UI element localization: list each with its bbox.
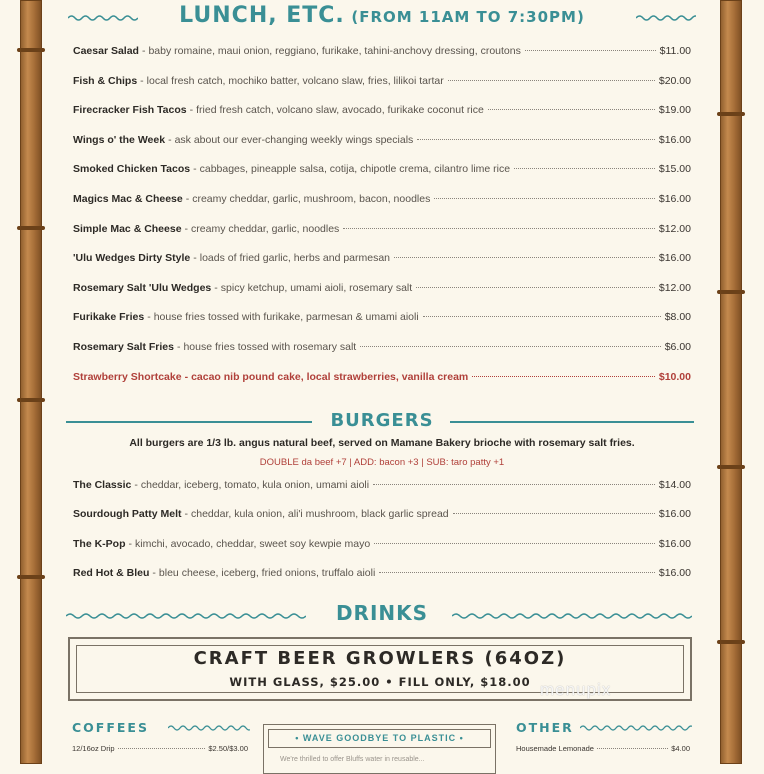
wave-ornament	[580, 724, 692, 732]
menu-item-description: fried fresh catch, volcano slaw, avocado, furikake coconut rice	[196, 104, 484, 117]
watermark: menupix	[540, 680, 612, 699]
leader-dots	[448, 80, 655, 81]
menu-item-price: $19.00	[658, 104, 691, 117]
menu-item-price: $16.00	[658, 133, 691, 146]
menu-item-price: $16.00	[658, 566, 691, 579]
other-item	[516, 744, 690, 753]
menu-item-separator: -	[193, 163, 197, 176]
menu-item-price: $12.00	[658, 222, 691, 235]
menu-item	[73, 479, 691, 495]
menu-item-price: $8.00	[664, 311, 691, 324]
right-bamboo-border	[720, 0, 742, 764]
menu-item-description: cheddar, kula onion, ali'i mushroom, black garlic spread	[191, 508, 449, 521]
burgers-addons: DOUBLE da beef +7 | ADD: bacon +3 | SUB: taro patty +1	[259, 457, 505, 468]
menu-item-price: $14.00	[658, 479, 691, 491]
menu-item-separator: -	[214, 281, 218, 294]
menu-item-name: Strawberry Shortcake	[73, 370, 182, 383]
menu-item-separator: -	[184, 508, 188, 521]
menu-item-separator: -	[185, 193, 190, 205]
menu-item	[73, 538, 691, 554]
menu-item-price: $20.00	[658, 74, 691, 87]
menu-item	[73, 567, 691, 583]
menu-item-separator: -	[193, 252, 197, 265]
menu-item	[73, 252, 691, 268]
menu-item-name: Magics Mac & Cheese	[73, 193, 183, 205]
menu-item-name: Rosemary Salt Fries	[73, 341, 174, 353]
menu-item-name: Simple Mac & Cheese	[73, 222, 182, 235]
menu-item-separator: -	[184, 222, 189, 235]
menu-item	[73, 134, 691, 150]
menu-item-separator: -	[152, 566, 156, 579]
menu-item	[73, 193, 691, 209]
menu-item-description: creamy cheddar, garlic, mushroom, bacon, noodles	[192, 193, 431, 205]
menu-item-description: house fries tossed with furikake, parmesan & umami aioli	[153, 311, 419, 324]
leader-dots	[453, 513, 655, 514]
menu-item-description: cacao nib pound cake, local strawberries, vanilla cream	[191, 370, 469, 383]
plastic-notice-text: We're thrilled to offer Bluffs water in reusable...	[280, 756, 425, 763]
burgers-title: BURGERS	[330, 410, 434, 431]
leader-dots	[373, 484, 655, 485]
leader-dots	[417, 139, 655, 140]
menu-item-name: Fish & Chips	[73, 74, 138, 87]
menu-item	[73, 163, 691, 179]
menu-item-name: Furikake Fries	[73, 311, 145, 324]
menu-item	[73, 282, 691, 298]
menu-item-name: The K-Pop	[73, 537, 126, 550]
menu-item-description: spicy ketchup, umami aioli, rosemary salt	[220, 281, 413, 294]
menu-item-description: creamy cheddar, garlic, noodles	[191, 222, 340, 235]
menu-item-description: baby romaine, maui onion, reggiano, furikake, tahini-anchovy dressing, croutons	[148, 45, 521, 57]
menu-item-description: ask about our ever-changing weekly wings specials	[174, 133, 414, 146]
menu-item-description: loads of fried garlic, herbs and parmesan	[199, 252, 391, 265]
coffee-item-name: 12/16oz Drip	[72, 744, 115, 753]
menu-item-price: $16.00	[658, 537, 691, 550]
menu-item-name: Sourdough Patty Melt	[73, 508, 182, 521]
growler-prices: WITH GLASS, $25.00 • FILL ONLY, $18.00	[229, 675, 531, 689]
leader-dots	[394, 257, 655, 258]
leader-dots	[360, 346, 661, 347]
menu-content	[60, 0, 704, 764]
menu-item-name: Smoked Chicken Tacos	[73, 163, 191, 176]
other-item-price: $4.00	[671, 744, 690, 753]
menu-item-price: $16.00	[658, 252, 691, 265]
plastic-notice-box	[263, 724, 496, 774]
leader-dots	[379, 572, 655, 573]
burgers-note: All burgers are 1/3 lb. angus natural beef, served on Mamane Bakery brioche with rosemary salt fries.	[129, 437, 635, 449]
coffee-item	[72, 744, 248, 753]
menu-item-description: cabbages, pineapple salsa, cotija, chipotle crema, cilantro lime rice	[199, 163, 511, 176]
leader-dots	[597, 748, 668, 749]
coffee-item-price: $2.50/$3.00	[208, 744, 248, 753]
menu-item-separator: -	[184, 370, 189, 383]
growler-box	[68, 637, 692, 701]
menu-item-price: $10.00	[658, 370, 691, 383]
leader-dots	[118, 748, 206, 749]
drinks-title: DRINKS	[335, 601, 429, 625]
wave-ornament	[168, 724, 250, 732]
menu-item-separator: -	[147, 311, 151, 324]
leader-dots	[472, 376, 655, 377]
leader-dots	[416, 287, 655, 288]
wave-ornament	[636, 14, 696, 22]
menu-item	[73, 371, 691, 387]
menu-item-description: local fresh catch, mochiko batter, volcano slaw, fries, lilikoi tartar	[146, 74, 444, 87]
menu-item-name: Wings o' the Week	[73, 133, 166, 146]
menu-item-separator: -	[134, 479, 138, 491]
menu-item-description: kimchi, avocado, cheddar, sweet soy kewpie mayo	[135, 537, 371, 550]
leader-dots	[525, 50, 656, 51]
leader-dots	[423, 316, 661, 317]
menu-item-separator: -	[141, 45, 146, 57]
menu-item	[73, 104, 691, 120]
menu-item-name: Firecracker Fish Tacos	[73, 104, 187, 117]
menu-item-price: $15.00	[658, 163, 691, 176]
lunch-section-title	[60, 3, 704, 28]
menu-item-description: cheddar, iceberg, tomato, kula onion, umami aioli	[140, 479, 370, 491]
menu-item-name: The Classic	[73, 479, 132, 491]
menu-item-separator: -	[176, 341, 181, 353]
menu-item-separator: -	[189, 104, 194, 117]
menu-item-separator: -	[140, 74, 144, 87]
leader-dots	[374, 543, 655, 544]
menu-item	[73, 341, 691, 357]
coffees-heading: COFFEES	[72, 720, 149, 735]
menu-item	[73, 45, 691, 61]
menu-item-name: Red Hot & Bleu	[73, 566, 150, 579]
menu-item-price: $16.00	[658, 508, 691, 521]
menu-item-price: $12.00	[658, 281, 691, 294]
other-item-name: Housemade Lemonade	[516, 744, 594, 753]
wave-ornament	[452, 612, 692, 620]
menu-item-price: $16.00	[658, 193, 691, 205]
menu-item-name: Rosemary Salt 'Ulu Wedges	[73, 281, 212, 294]
plastic-notice-heading: • WAVE GOODBYE TO PLASTIC •	[268, 729, 491, 748]
menu-item	[73, 311, 691, 327]
leader-dots	[488, 109, 655, 110]
menu-item	[73, 223, 691, 239]
menu-item-name: Caesar Salad	[73, 45, 139, 57]
menu-item	[73, 508, 691, 524]
menu-item-description: bleu cheese, iceberg, fried onions, truffalo aioli	[158, 566, 376, 579]
other-heading: OTHER	[516, 720, 574, 735]
leader-dots	[343, 228, 655, 229]
menu-item-description: house fries tossed with rosemary salt	[183, 341, 357, 353]
menu-item-price: $6.00	[664, 341, 691, 353]
menu-item-separator: -	[128, 537, 132, 550]
menu-item-name: 'Ulu Wedges Dirty Style	[73, 252, 191, 265]
lunch-title: LUNCH, ETC.	[179, 3, 345, 28]
lunch-hours: (FROM 11AM TO 7:30PM)	[351, 8, 585, 26]
leader-dots	[434, 198, 655, 199]
growler-title: CRAFT BEER GROWLERS (64OZ)	[193, 648, 567, 669]
leader-dots	[514, 168, 655, 169]
left-bamboo-border	[20, 0, 42, 764]
menu-item-price: $11.00	[659, 45, 691, 57]
menu-item	[73, 75, 691, 91]
menu-item-separator: -	[168, 133, 172, 146]
divider-rule	[450, 421, 694, 423]
